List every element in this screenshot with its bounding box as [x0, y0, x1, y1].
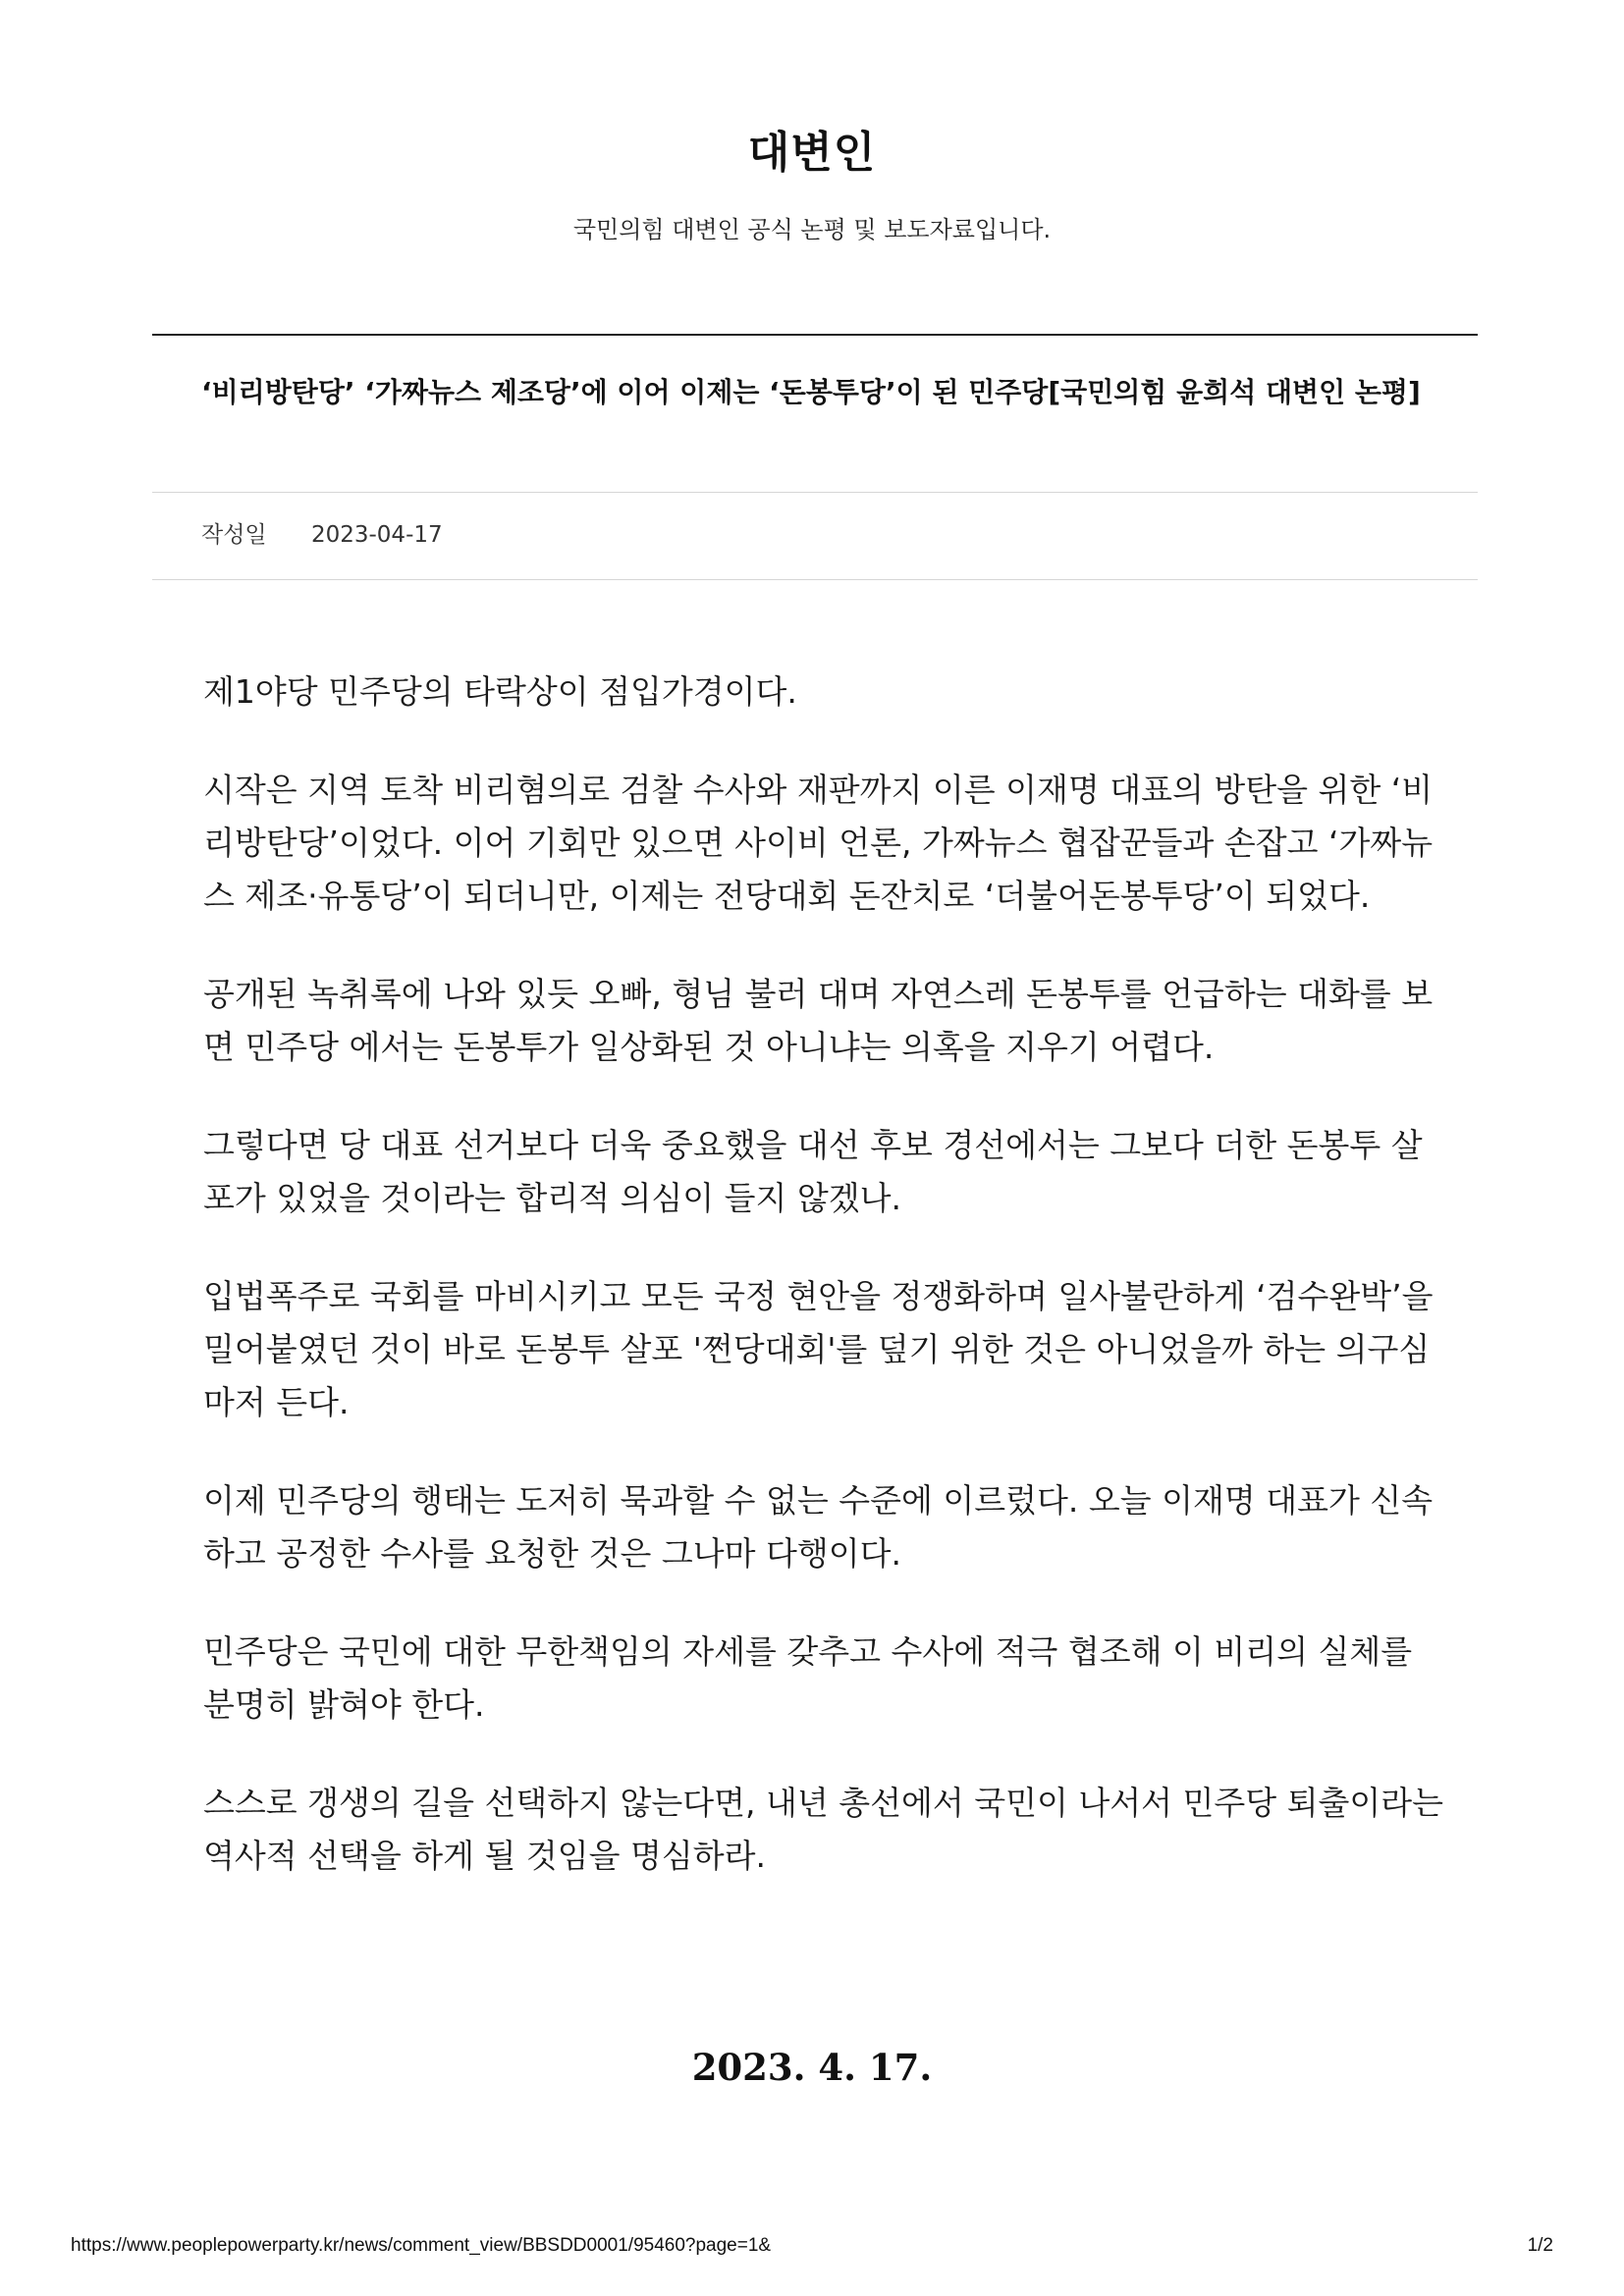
article-meta	[201, 518, 443, 552]
body-paragraph: 시작은 지역 토착 비리혐의로 검찰 수사와 재판까지 이른 이재명 대표의 방탄을 위한 ‘비리방탄당’이었다. 이어 기회만 있으면 사이비 언론, 가짜뉴스 협잡꾼들과 손잡고 ‘가짜뉴스 제조·유통당’이 되더니만, 이제는 전당대회 돈잔치로 ‘더불어돈봉투당’이 되었다.	[203, 771, 1434, 915]
title-divider	[152, 492, 1478, 493]
date-value: 2023-04-17	[310, 522, 443, 548]
article-body	[203, 666, 1450, 1928]
date-label: 작성일	[201, 522, 267, 548]
site-title: 대변인	[747, 128, 877, 178]
article-title[interactable]: ‘비리방탄당’ ‘가짜뉴스 제조당’에 이어 이제는 ‘돈봉투당’이 된 민주당[국민의힘 윤희석 대변인 논평]	[201, 376, 1421, 408]
body-paragraph: 그렇다면 당 대표 선거보다 더욱 중요했을 대선 후보 경선에서는 그보다 더한 돈봉투 살포가 있었을 것이라는 합리적 의심이 들지 않겠나.	[203, 1126, 1423, 1217]
header-divider	[152, 334, 1478, 336]
site-subtitle: 국민의힘 대변인 공식 논평 및 보도자료입니다.	[572, 216, 1052, 243]
body-paragraph: 제1야당 민주당의 타락상이 점입가경이다.	[203, 672, 797, 711]
meta-divider	[152, 579, 1478, 580]
body-paragraph: 민주당은 국민에 대한 무한책임의 자세를 갖추고 수사에 적극 협조해 이 비리의 실체를 분명히 밝혀야 한다.	[203, 1632, 1413, 1724]
body-paragraph: 입법폭주로 국회를 마비시키고 모든 국정 현안을 정쟁화하며 일사불란하게 ‘검수완박’을 밀어붙였던 것이 바로 돈봉투 살포 '쩐당대회'를 덮기 위한 것은 아니었을까 하는 의구심마저 든다.	[203, 1277, 1434, 1421]
body-paragraph: 이제 민주당의 행태는 도저히 묵과할 수 없는 수준에 이르렀다. 오늘 이재명 대표가 신속하고 공정한 수사를 요청한 것은 그나마 다행이다.	[203, 1481, 1434, 1573]
source-url-link[interactable]: https://www.peoplepowerparty.kr/news/comment_view/BBSDD0001/95460?page=1&	[71, 2235, 772, 2256]
body-paragraph: 공개된 녹취록에 나와 있듯 오빠, 형님 불러 대며 자연스레 돈봉투를 언급하는 대화를 보면 민주당 에서는 돈봉투가 일상화된 것 아니냐는 의혹을 지우기 어렵다.	[203, 975, 1434, 1066]
page-number: 1/2	[1527, 2235, 1553, 2256]
closing-date: 2023. 4. 17.	[691, 2046, 933, 2089]
body-paragraph: 스스로 갱생의 길을 선택하지 않는다면, 내년 총선에서 국민이 나서서 민주당 퇴출이라는 역사적 선택을 하게 될 것임을 명심하라.	[203, 1784, 1443, 1875]
